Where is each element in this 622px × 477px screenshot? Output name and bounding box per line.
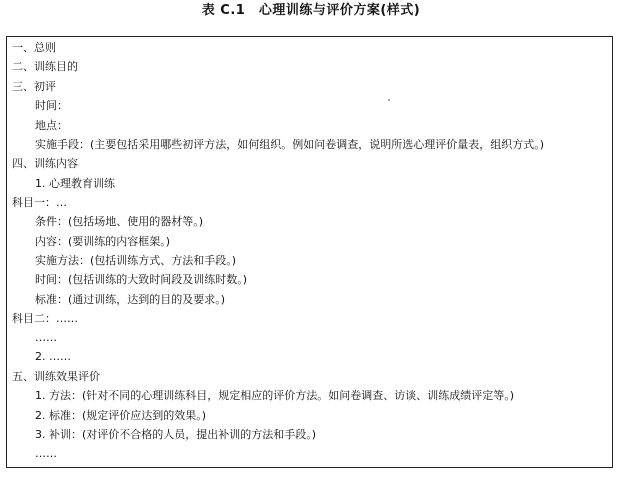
speck-mark [388,99,390,101]
evaluation-method: 1. 方法：(针对不同的心理训练科目，规定相应的评价方法。如问卷调查、访谈、训练成绩评定等。) [35,389,515,402]
subject-two: 科目二：…… [12,312,78,325]
evaluation-standard: 2. 标准：(规定评价应达到的效果。) [35,409,207,422]
subject-one-conditions: 条件：(包括场地、使用的器材等。) [35,215,204,228]
initial-eval-time: 时间： [35,99,68,112]
table-title: 表 C.1 心理训练与评价方案(样式) [201,3,421,18]
subject-one-time: 时间：(包括训练的大致时间段及训练时数。) [35,273,248,286]
subject-one-standard: 标准：(通过训练，达到的目的及要求。) [35,293,226,306]
section-effect-evaluation: 五、训练效果评价 [12,370,100,383]
psych-education-training: 1. 心理教育训练 [35,177,115,190]
initial-eval-method: 实施手段：(主要包括采用哪些初评方法，如何组织。例如问卷调查，说明所选心理评价量表，组织方式。) [35,138,545,151]
initial-eval-place: 地点： [35,119,68,132]
ellipsis-line: …… [35,331,57,344]
ellipsis-line-end: …… [35,447,57,460]
item-two: 2. …… [35,350,71,363]
section-training-content: 四、训练内容 [12,157,78,170]
subject-one: 科目一：… [12,196,67,209]
evaluation-retraining: 3. 补训：(对评价不合格的人员，提出补训的方法和手段。) [35,428,317,441]
section-general: 一、总则 [12,41,56,54]
section-initial-evaluation: 三、初评 [12,80,56,93]
plan-frame [6,36,613,468]
section-training-purpose: 二、训练目的 [12,60,78,73]
subject-one-content: 内容：(要训练的内容框架。) [35,235,171,248]
subject-one-method: 实施方法：(包括训练方式、方法和手段。) [35,254,237,267]
